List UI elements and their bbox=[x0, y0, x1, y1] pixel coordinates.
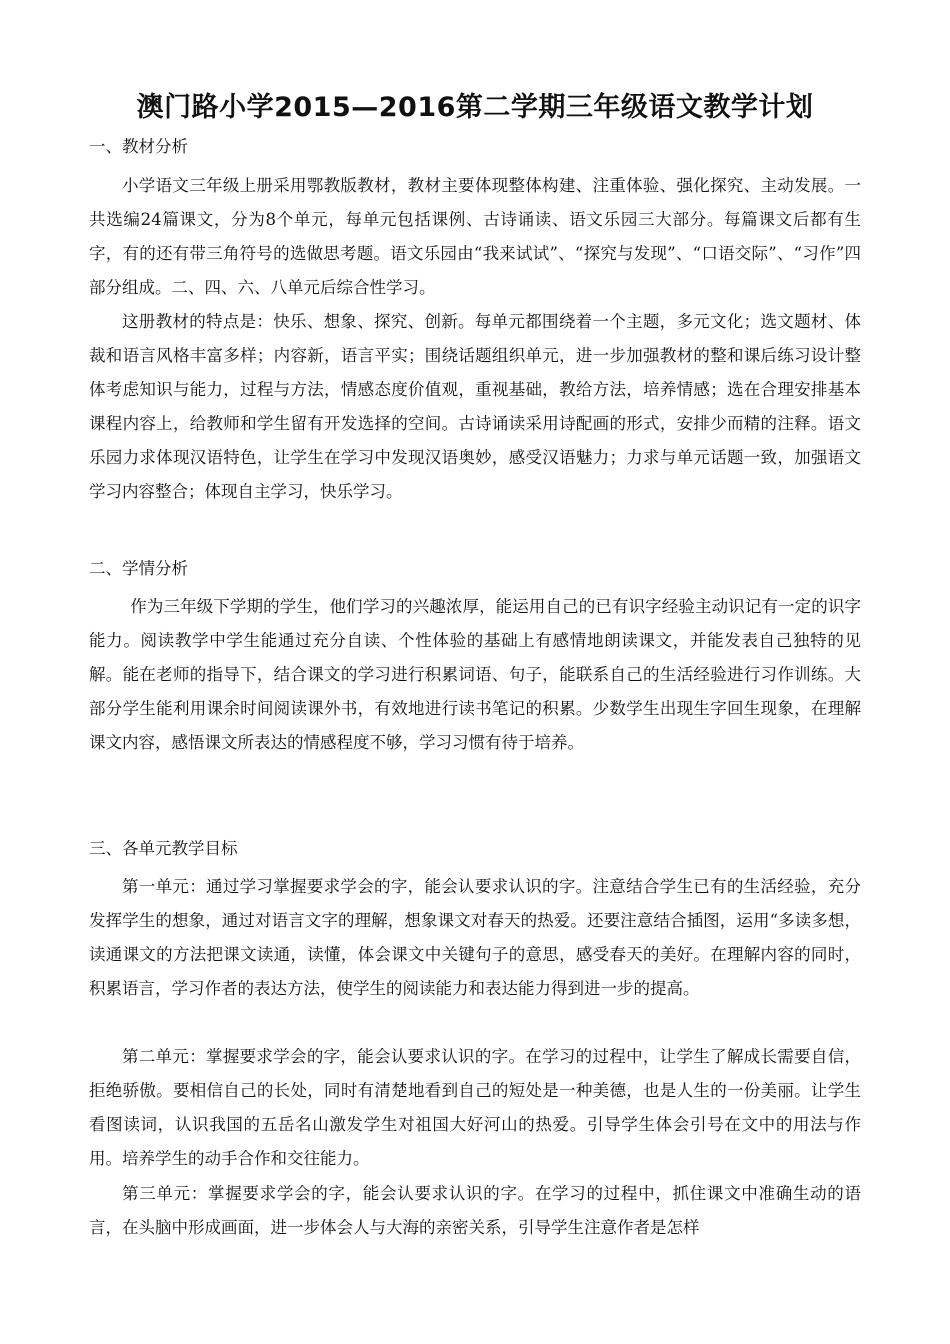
section-heading-student-analysis: 二、学情分析 bbox=[89, 559, 188, 578]
paragraph-unit-2-goals: 第二单元：掌握要求学会的字，能会认要求认识的字。在学习的过程中，让学生了解成长需要自信，拒绝骄傲。要相信自己的长处，同时有清楚地看到自己的短处是一种美德，也是人生的一份美丽。让学生看图读词，认识我国的五岳名山激发学生对祖国大好河山的热爱。引导学生体会引号在文中的用法与作用。培养学生的动手合作和交往能力。 bbox=[89, 1047, 861, 1169]
paragraph-student-analysis: 作为三年级下学期的学生，他们学习的兴趣浓厚，能运用自己的已有识字经验主动识记有一定的识字能力。阅读教学中学生能通过充分自读、个性体验的基础上有感情地朗读课文，并能发表自己独特的见解。能在老师的指导下，结合课文的学习进行积累词语、句子，能联系自己的生活经验进行习作训练。大部分学生能利用课余时间阅读课外书，有效地进行读书笔记的积累。少数学生出现生字回生现象，在理解课文内容，感悟课文所表达的情感程度不够，学习习惯有待于培养。 bbox=[89, 597, 861, 753]
section-heading-textbook-analysis: 一、教材分析 bbox=[89, 137, 188, 156]
paragraph-textbook-overview: 小学语文三年级上册采用鄂教版教材，教材主要体现整体构建、注重体验、强化探究、主动发展。一共选编24篇课文，分为8个单元，每单元包括课例、古诗诵读、语文乐园三大部分。每篇课文后都有生字，有的还有带三角符号的选做思考题。语文乐园由“我来试试”、“探究与发现”、“口语交际”、“习作”四部分组成。二、四、六、八单元后综合性学习。 bbox=[89, 176, 861, 298]
paragraph-unit-3-goals: 第三单元：掌握要求学会的字，能会认要求认识的字。在学习的过程中，抓住课文中准确生动的语言，在头脑中形成画面，进一步体会人与大海的亲密关系，引导学生注意作者是怎样 bbox=[89, 1184, 861, 1238]
document-title: 澳门路小学2015—2016第二学期三年级语文教学计划 bbox=[136, 92, 814, 123]
paragraph-unit-1-goals: 第一单元：通过学习掌握要求学会的字，能会认要求认识的字。注意结合学生已有的生活经验，充分发挥学生的想象，通过对语言文字的理解，想象课文对春天的热爱。还要注意结合插图，运用“多读多想，读通课文的方法把课文读通，读懂，体会课文中关键句子的意思，感受春天的美好。在理解内容的同时，积累语言，学习作者的表达方法，使学生的阅读能力和表达能力得到进一步的提高。 bbox=[89, 877, 861, 999]
paragraph-textbook-features: 这册教材的特点是：快乐、想象、探究、创新。每单元都围绕着一个主题，多元文化；选文题材、体裁和语言风格丰富多样；内容新，语言平实；围绕话题组织单元，进一步加强教材的整和课后练习设计整体考虑知识与能力，过程与方法，情感态度价值观，重视基础，教给方法，培养情感；选在合理安排基本课程内容上，给教师和学生留有开发选择的空间。古诗诵读采用诗配画的形式，安排少而精的注释。语文乐园力求体现汉语特色，让学生在学习中发现汉语奥妙，感受汉语魅力；力求与单元话题一致，加强语文学习内容整合；体现自主学习，快乐学习。 bbox=[89, 312, 861, 502]
section-heading-unit-goals: 三、各单元教学目标 bbox=[89, 839, 238, 858]
